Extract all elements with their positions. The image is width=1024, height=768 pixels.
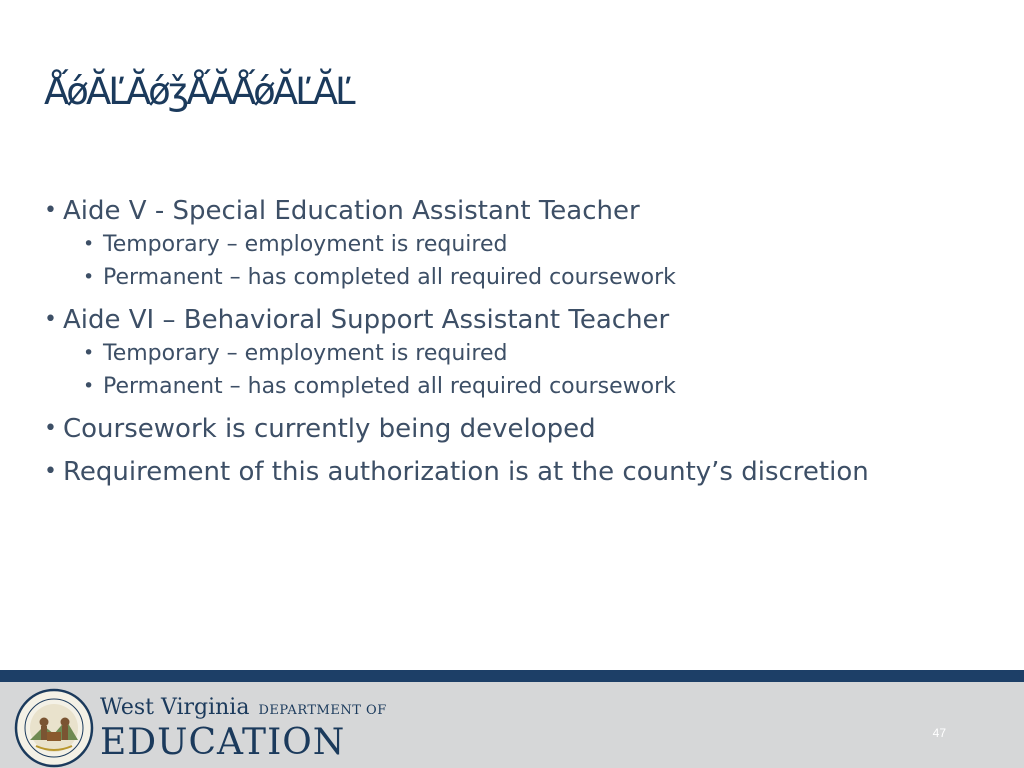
wvde-logo xyxy=(100,696,387,763)
bullet-text: Coursework is currently being developed xyxy=(63,414,596,444)
footer xyxy=(0,682,1024,768)
sub-bullet-item xyxy=(83,228,984,261)
bullet-text: Aide V - Special Education Assistant Teacher xyxy=(63,196,640,226)
sub-bullet-text: Temporary – employment is required xyxy=(103,232,508,257)
sub-bullet-text: Temporary – employment is required xyxy=(103,341,508,366)
bullet-list xyxy=(44,194,984,489)
bullet-text: Requirement of this authorization is at the county’s discretion xyxy=(63,457,869,487)
sub-bullet-item xyxy=(83,370,984,403)
bullet-item-aide-v xyxy=(44,194,984,294)
state-seal-icon xyxy=(14,688,94,768)
sub-bullet-item xyxy=(83,337,984,370)
page-number: 47 xyxy=(932,726,946,740)
sub-bullet-text: Permanent – has completed all required coursework xyxy=(103,265,676,290)
bullet-item-coursework xyxy=(44,412,984,446)
bullet-item-requirement xyxy=(44,455,984,489)
sub-bullet-list xyxy=(63,228,984,294)
bullet-item-aide-vi xyxy=(44,303,984,403)
slide-content xyxy=(44,194,984,498)
logo-department: DEPARTMENT OF xyxy=(258,703,387,718)
sub-bullet-text: Permanent – has completed all required coursework xyxy=(103,374,676,399)
logo-education: EDUCATION xyxy=(100,722,346,763)
logo-line-1 xyxy=(100,696,387,723)
footer-accent-bar xyxy=(0,670,1024,682)
sub-bullet-item xyxy=(83,261,984,294)
sub-bullet-list xyxy=(63,337,984,403)
bullet-text: Aide VI – Behavioral Support Assistant Teacher xyxy=(63,305,670,335)
slide-title: ǺǿĂĽĂǿǯǺĂǺǿĂĽĂĽ xyxy=(44,70,353,113)
logo-state-name: West Virginia xyxy=(100,695,250,720)
